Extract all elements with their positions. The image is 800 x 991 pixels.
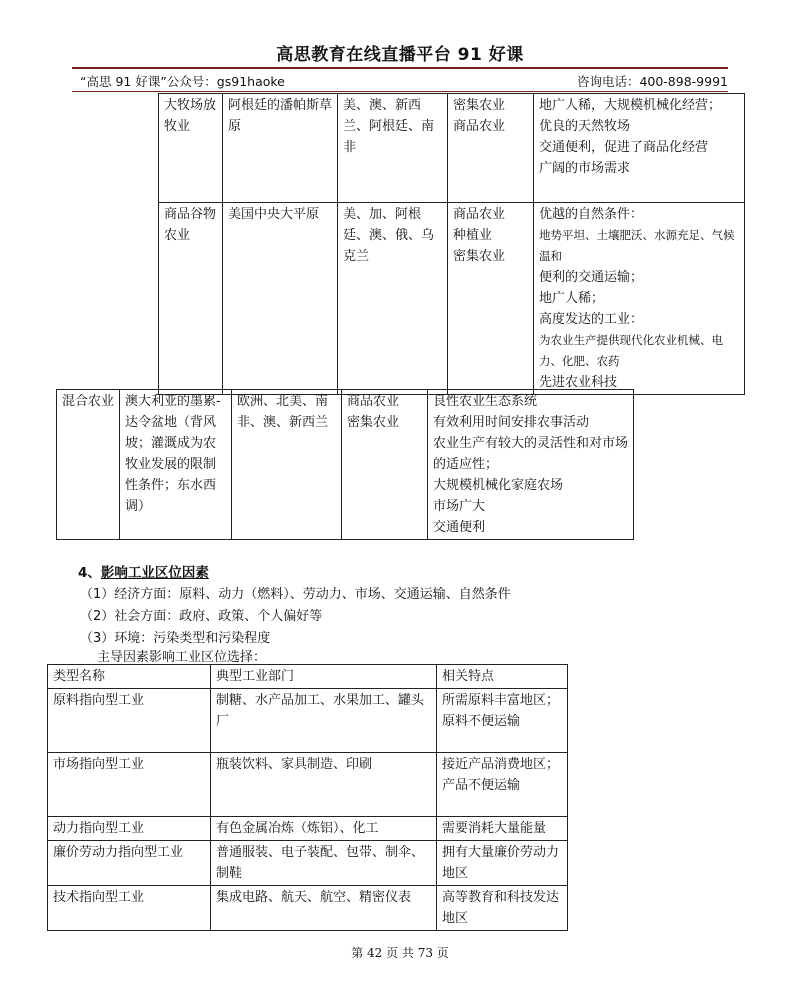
column-header: 典型工业部门: [211, 665, 437, 689]
page-footer: 第 42 页 共 73 页: [351, 946, 449, 960]
agri-category-cell: 密集农业 商品农业: [448, 94, 534, 203]
table-row: [159, 94, 745, 203]
agriculture-table-continued: [158, 93, 745, 395]
table-cell: 原料指向型工业: [48, 689, 211, 753]
agri-countries-cell: 欧洲、北美、南非、澳、新西兰: [232, 390, 342, 540]
table-cell: 市场指向型工业: [48, 753, 211, 817]
column-header: 相关特点: [437, 665, 568, 689]
table-cell: 所需原料丰富地区；原料不便运输: [437, 689, 568, 753]
section-item-economic: （1）经济方面：原料、动力（燃料）、劳动力、市场、交通运输、自然条件: [80, 587, 511, 602]
agri-features-cell: 良性农业生态系统 有效利用时间安排农事活动 农业生产有较大的灵活性和对市场的适应性； 大规模机械化家庭农场 市场广大 交通便利: [428, 390, 634, 540]
agri-region-cell: 澳大利亚的墨累-达令盆地（背风坡；灌溉成为农牧业发展的限制性条件；东水西调）: [120, 390, 232, 540]
section-heading: 4、影响工业区位因素: [78, 565, 209, 581]
agri-type-cell: 混合农业: [57, 390, 120, 540]
table-header-row: [48, 665, 568, 689]
table-row: [48, 841, 568, 886]
header-wechat: “高思 91 好课”公众号：gs91haoke: [80, 74, 285, 89]
agri-category-cell: 商品农业 种植业 密集农业: [448, 203, 534, 395]
agri-features-cell: 优越的自然条件： 地势平坦、土壤肥沃、水源充足、气候温和 便利的交通运输； 地广人稀； 高度发达的工业： 为农业生产提供现代化农业机械、电力、化肥、农药 先进农业科技: [534, 203, 745, 395]
agri-region-cell: 美国中央大平原: [223, 203, 338, 395]
table-cell: 接近产品消费地区；产品不便运输: [437, 753, 568, 817]
section-item-social: （2）社会方面：政府、政策、个人偏好等: [80, 609, 323, 624]
section-intro: 主导因素影响工业区位选择：: [97, 650, 267, 665]
agri-features-cell: 地广人稀，大规模机械化经营； 优良的天然牧场 交通便利，促进了商品化经营 广阔的市场需求: [534, 94, 745, 203]
column-header: 类型名称: [48, 665, 211, 689]
table-cell: 高等教育和科技发达地区: [437, 886, 568, 931]
table-cell: 有色金属冶炼（炼铝）、化工: [211, 817, 437, 841]
table-cell: 动力指向型工业: [48, 817, 211, 841]
agri-category-cell: 商品农业 密集农业: [342, 390, 428, 540]
table-cell: 集成电路、航天、航空、精密仪表: [211, 886, 437, 931]
header-rule-top: [72, 67, 728, 69]
agri-type-cell: 商品谷物农业: [159, 203, 223, 395]
header-title: 高思教育在线直播平台 91 好课: [276, 45, 524, 65]
agri-countries-cell: 美、澳、新西兰、阿根廷、南非: [338, 94, 448, 203]
agri-type-cell: 大牧场放牧业: [159, 94, 223, 203]
mixed-agriculture-table: [56, 389, 634, 540]
table-cell: 技术指向型工业: [48, 886, 211, 931]
table-row: [48, 817, 568, 841]
table-row: [48, 689, 568, 753]
table-row: [159, 203, 745, 395]
table-cell: 廉价劳动力指向型工业: [48, 841, 211, 886]
table-cell: 需要消耗大量能量: [437, 817, 568, 841]
table-row: [48, 886, 568, 931]
table-cell: 制糖、水产品加工、水果加工、罐头厂: [211, 689, 437, 753]
table-cell: 拥有大量廉价劳动力地区: [437, 841, 568, 886]
table-row: [57, 390, 634, 540]
table-cell: 瓶装饮料、家具制造、印刷: [211, 753, 437, 817]
section-item-environment: （3）环境：污染类型和污染程度: [80, 631, 271, 646]
header-rule-bottom: [72, 91, 728, 92]
header-phone: 咨询电话：400-898-9991: [576, 74, 728, 89]
agri-region-cell: 阿根廷的潘帕斯草原: [223, 94, 338, 203]
industry-location-table: [47, 664, 568, 931]
table-cell: 普通服装、电子装配、包带、制伞、制鞋: [211, 841, 437, 886]
agri-countries-cell: 美、加、阿根廷、澳、俄、乌克兰: [338, 203, 448, 395]
table-row: [48, 753, 568, 817]
